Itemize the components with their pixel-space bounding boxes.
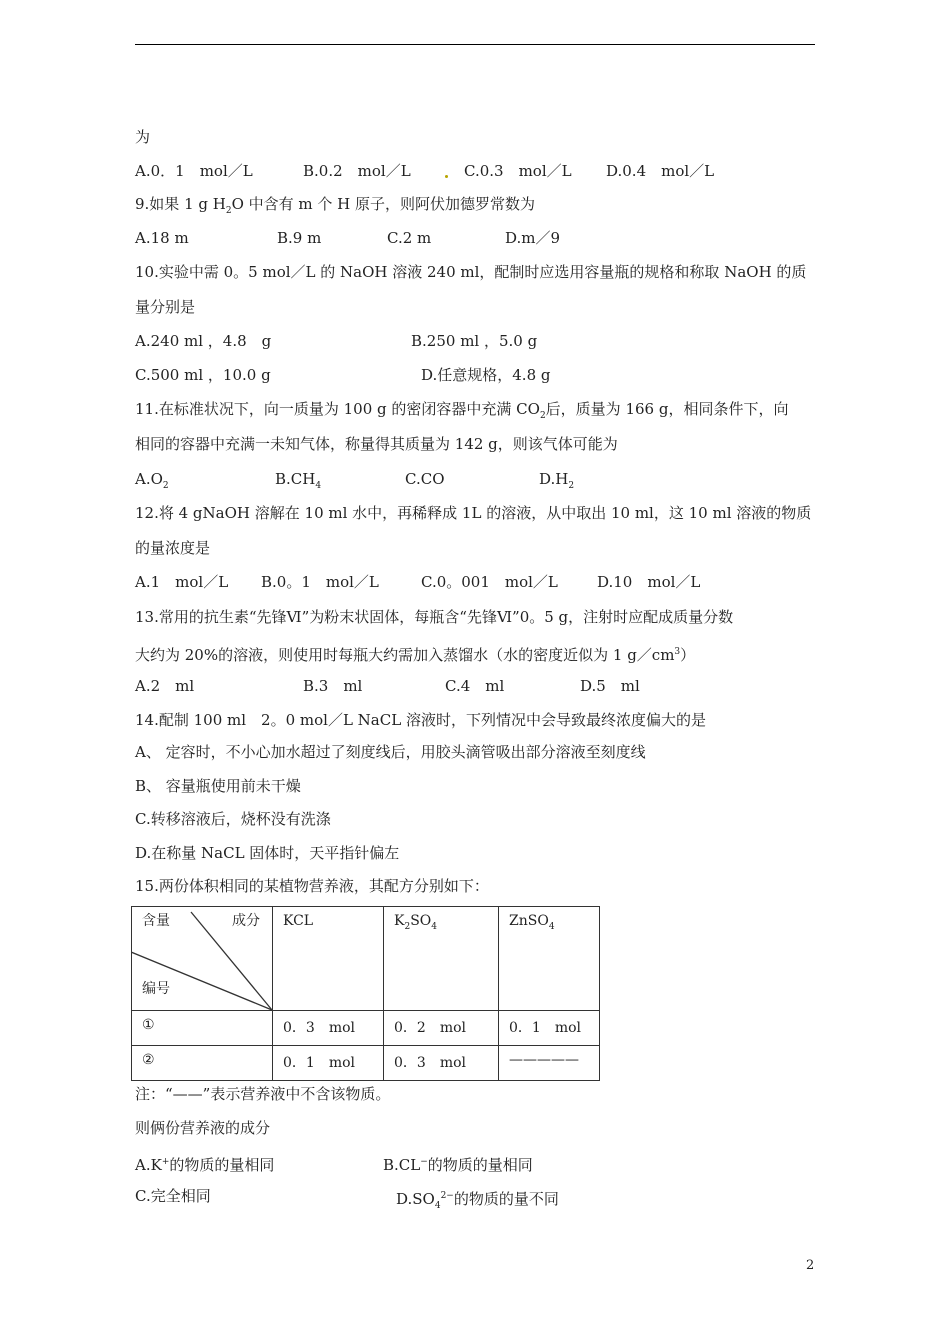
q14-option-a: A、 定容时，不小心加水超过了刻度线后，用胶头滴管吸出部分溶液至刻度线 (135, 743, 646, 761)
q13-stem-line1: 13.常用的抗生素“先锋Ⅵ”为粉末状固体，每瓶含“先锋Ⅵ”0。5 g，注射时应配成质量分数 (135, 608, 734, 626)
q8-stem-tail: 为 (135, 128, 151, 146)
q9-option-b: B.9 m (277, 229, 322, 247)
q15-option-c: C.完全相同 (135, 1187, 211, 1205)
q11-option-d: $D.H_2$ (539, 470, 575, 491)
column-header-kcl: KCL (273, 907, 384, 1011)
table-row (132, 1046, 600, 1081)
table-corner-cell (132, 907, 273, 1011)
q15-option-b: B.CL−的物质的量相同 (383, 1156, 533, 1174)
q9-option-c: C.2 m (387, 229, 432, 247)
table-cell: ————— (499, 1046, 600, 1081)
table-cell: 0．1 mol (273, 1046, 384, 1081)
q8-option-b: B.0.2 mol／L (303, 162, 411, 180)
q13-option-a: A.2 ml (135, 677, 195, 695)
q14-option-c: C.转移溶液后，烧杯没有洗涤 (135, 810, 331, 828)
stray-dot (445, 175, 448, 178)
q13-option-b: B.3 ml (303, 677, 363, 695)
q12-option-c: C.0。001 mol／L (421, 573, 558, 591)
table-cell: 0．1 mol (499, 1011, 600, 1046)
q14-stem: 14.配制 100 ml 2。0 mol／L NaCL 溶液时，下列情况中会导致最终浓度偏大的是 (135, 711, 706, 729)
q15-option-a: A.K+的物质的量相同 (135, 1156, 275, 1174)
page-number: 2 (806, 1258, 815, 1273)
q10-option-c: C.500 ml ，10.0 g (135, 366, 271, 384)
q14-option-d: D.在称量 NaCL 固体时，天平指针偏左 (135, 844, 400, 862)
table-row (132, 1011, 600, 1046)
row-label: ② (132, 1046, 273, 1081)
column-header-znso4: ZnSO$_4$ (499, 907, 600, 1011)
q10-option-d: D.任意规格，4.8 g (421, 366, 551, 384)
q14-option-b: B、 容量瓶使用前未干燥 (135, 777, 301, 795)
q15-option-d: $D.SO_4^{2-}$的物质的量不同 (396, 1190, 559, 1211)
q15-stem: 15.两份体积相同的某植物营养液，其配方分别如下： (135, 877, 489, 895)
q12-option-b: B.0。1 mol／L (261, 573, 379, 591)
q12-stem-line1: 12.将 4 gNaOH 溶解在 10 ml 水中，再稀释成 1L 的溶液，从中取出 10 ml，这 10 ml 溶液的物质 (135, 504, 812, 522)
q15-question: 则俩份营养液的成分 (135, 1119, 271, 1137)
q9-stem: 9.如果 1 g $H_2O$ 中含有 m 个 H 原子，则阿伏加德罗常数为 (135, 195, 536, 216)
q13-stem-line2: 大约为 20%的溶液，则使用时每瓶大约需加入蒸馏水（水的密度近似为 1 $g/cm^3$） (135, 646, 696, 664)
q11-stem-line1: 11.在标准状况下，向一质量为 100 g 的密闭容器中充满 $CO_2$后，质量为 166 g，相同条件下，向 (135, 400, 789, 421)
q10-stem-line1: 10.实验中需 0。5 mol／L 的 NaOH 溶液 240 ml，配制时应选用容量瓶的规格和称取 NaOH 的质 (135, 263, 807, 281)
q9-option-a: A.18 m (135, 229, 189, 247)
q8-option-d: D.0.4 mol／L (606, 162, 715, 180)
q10-option-b: B.250 ml ，5.0 g (411, 332, 538, 350)
q8-option-c: C.0.3 mol／L (464, 162, 572, 180)
q10-stem-line2: 量分别是 (135, 298, 196, 316)
q12-stem-line2: 的量浓度是 (135, 539, 211, 557)
q8-option-a: A.0．1 mol／L (135, 162, 253, 180)
q12-option-d: D.10 mol／L (597, 573, 701, 591)
q12-option-a: A.1 mol／L (135, 573, 229, 591)
table-cell: 0．2 mol (384, 1011, 499, 1046)
corner-label-number: 编号 (142, 981, 170, 997)
q13-option-c: C.4 ml (445, 677, 505, 695)
q11-option-b: $B.CH_4$ (275, 470, 322, 491)
q9-option-d: D.m／9 (505, 229, 561, 247)
corner-label-component: 成分 (232, 913, 260, 929)
q10-option-a: A.240 ml ，4.8 g (135, 332, 272, 350)
table-cell: 0．3 mol (384, 1046, 499, 1081)
nutrient-table (131, 906, 600, 1081)
q11-option-a: $A.O_2$ (135, 470, 169, 491)
q11-option-c: C.CO (405, 470, 445, 488)
row-label: ① (132, 1011, 273, 1046)
corner-label-quantity: 含量 (142, 913, 170, 929)
column-header-k2so4: $K_2SO_4$ (384, 907, 499, 1011)
table-cell: 0．3 mol (273, 1011, 384, 1046)
header-rule (135, 44, 815, 45)
q15-note: 注：“——”表示营养液中不含该物质。 (135, 1085, 391, 1103)
q11-stem-line2: 相同的容器中充满一未知气体，称量得其质量为 142 g，则该气体可能为 (135, 435, 618, 453)
q13-option-d: D.5 ml (580, 677, 640, 695)
